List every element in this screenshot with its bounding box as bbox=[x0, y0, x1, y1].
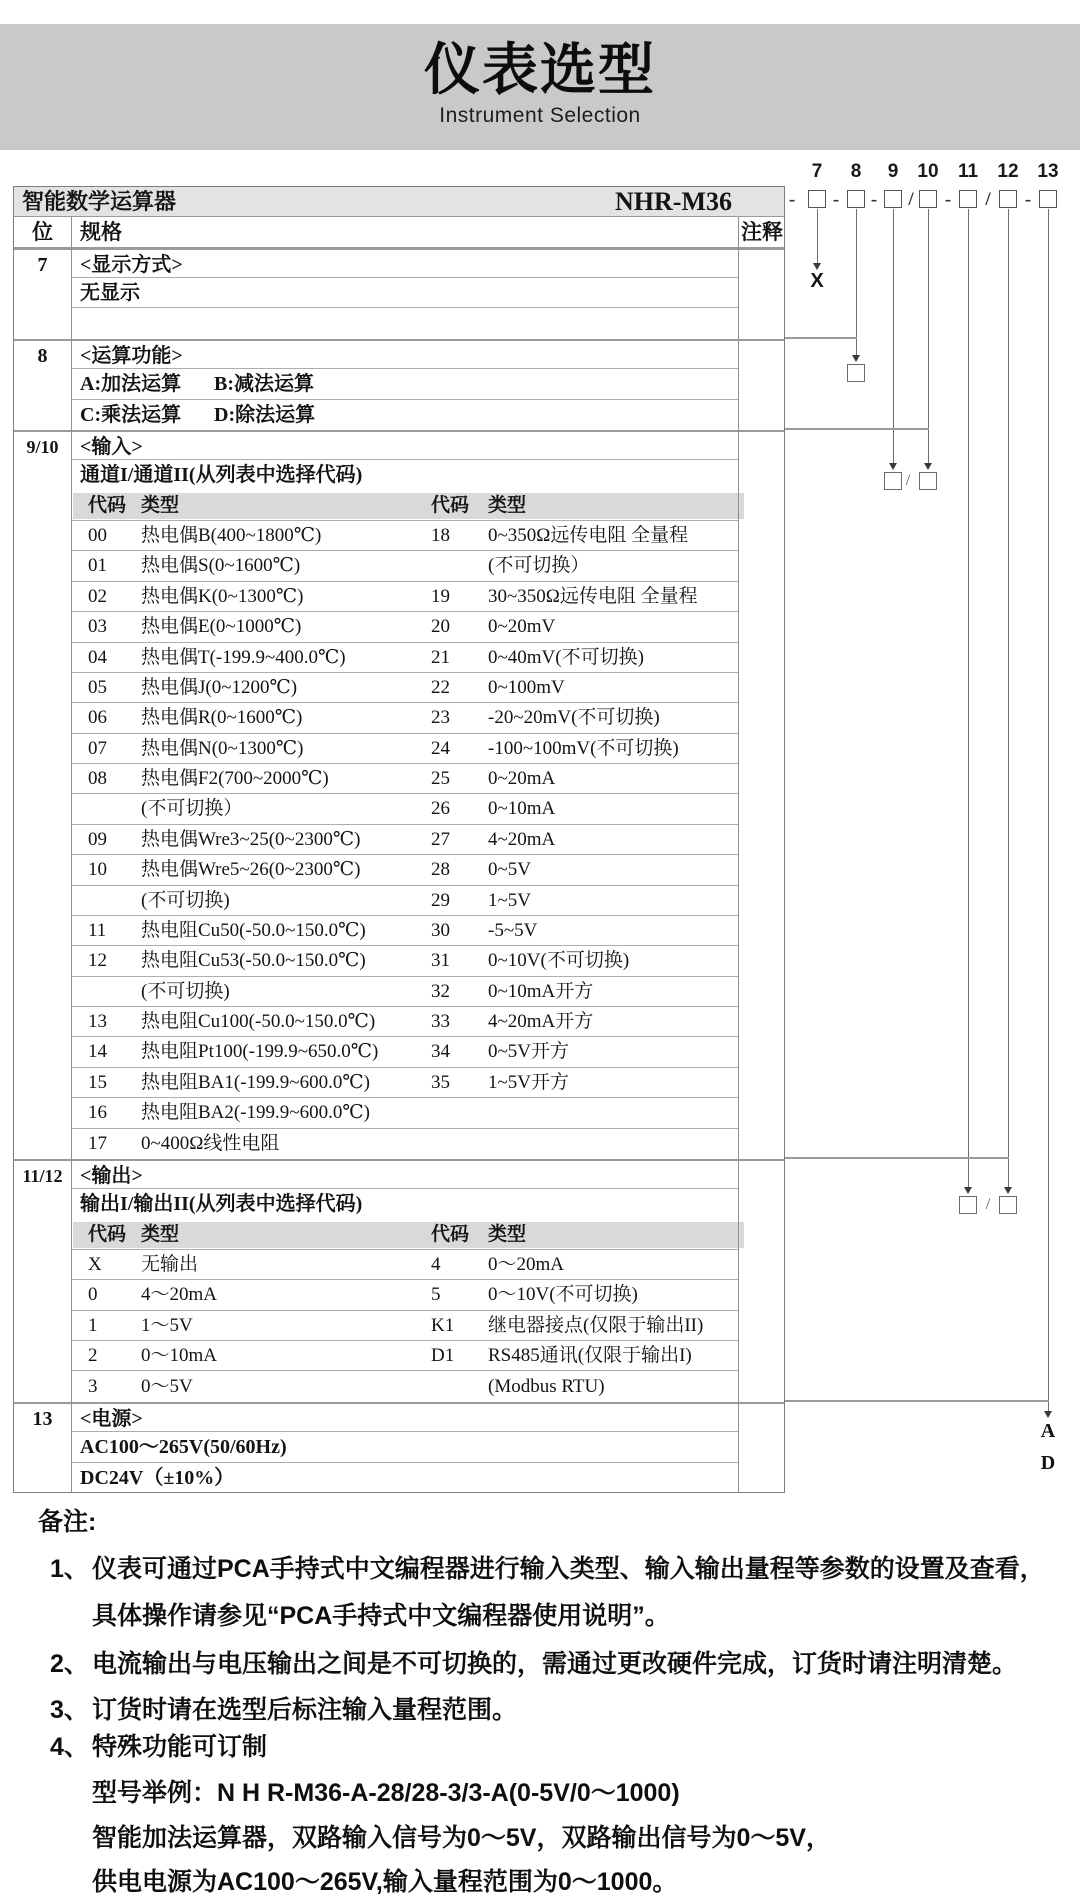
table-cell: 26 bbox=[431, 798, 450, 820]
table-cell: (不可切换） bbox=[488, 555, 590, 577]
table-cell: 35 bbox=[431, 1071, 450, 1093]
table-cell: 类型 bbox=[141, 494, 180, 516]
column-header-pos: 位 bbox=[32, 220, 53, 245]
table-cell: 18 bbox=[431, 525, 450, 547]
table-cell: 5 bbox=[431, 1284, 441, 1306]
table-cell: (不可切换） bbox=[141, 798, 243, 820]
table-cell: 无输出 bbox=[141, 1254, 199, 1276]
table-cell: 08 bbox=[88, 768, 107, 790]
table-cell: 输出I/输出II(从列表中选择代码) bbox=[80, 1193, 363, 1216]
table-cell: 32 bbox=[431, 980, 450, 1002]
digit-label: 11 bbox=[957, 161, 979, 182]
table-cell: 0~350Ω远传电阻 全量程 bbox=[488, 525, 689, 547]
digit-label: 9 bbox=[887, 161, 899, 182]
table-cell: RS485通讯(仅限于输出I) bbox=[488, 1345, 692, 1367]
table-cell: 1~5V开方 bbox=[488, 1071, 570, 1093]
table-cell: 热电偶R(0~1600℃) bbox=[141, 707, 303, 729]
table-cell: AC100～265V(50/60Hz) bbox=[80, 1436, 287, 1459]
table-cell: 热电阻BA1(-199.9~600.0℃) bbox=[141, 1071, 370, 1093]
table-cell: 热电偶E(0~1000℃) bbox=[141, 616, 302, 638]
table-cell: -5~5V bbox=[488, 919, 538, 941]
table-cell: 4~20mA bbox=[488, 828, 556, 850]
power-code-value: A bbox=[1040, 1420, 1056, 1442]
note-item-number: 3、 bbox=[50, 1696, 89, 1724]
table-cell: 0~100mV bbox=[488, 676, 565, 698]
notes-label: 备注: bbox=[38, 1508, 97, 1536]
power-code-value: D bbox=[1040, 1452, 1056, 1474]
table-cell: 0~5V开方 bbox=[488, 1041, 570, 1063]
table-cell: B:减法运算 bbox=[214, 373, 314, 396]
display-code-value: X bbox=[810, 270, 824, 292]
position-number-label: 13 bbox=[32, 1407, 53, 1430]
column-header-note: 注释 bbox=[741, 220, 783, 245]
table-cell: 17 bbox=[88, 1132, 107, 1154]
position-number-label: 9/10 bbox=[26, 436, 59, 457]
table-cell: DC24V（±10%） bbox=[80, 1466, 235, 1489]
note-item-number: 1、 bbox=[50, 1555, 89, 1583]
position-number-label: 11/12 bbox=[22, 1165, 63, 1186]
table-cell: 16 bbox=[88, 1102, 107, 1124]
note-item-text: 型号举例：N H R-M36-A-28/28-3/3-A(0-5V/0～1000) bbox=[92, 1779, 680, 1807]
table-cell: 29 bbox=[431, 889, 450, 911]
table-cell: 热电阻Cu50(-50.0~150.0℃) bbox=[141, 919, 366, 941]
table-cell: 30 bbox=[431, 919, 450, 941]
table-cell: D1 bbox=[431, 1345, 455, 1367]
table-cell: 33 bbox=[431, 1011, 450, 1033]
page-subtitle: Instrument Selection bbox=[439, 104, 641, 127]
table-cell: 类型 bbox=[488, 1223, 527, 1245]
code-separator: - bbox=[832, 189, 840, 210]
table-cell: 0~20mV bbox=[488, 616, 556, 638]
table-cell: 类型 bbox=[488, 494, 527, 516]
table-cell: 0～20mA bbox=[488, 1254, 565, 1276]
code-separator: - bbox=[944, 189, 952, 210]
table-cell: 4 bbox=[431, 1254, 441, 1276]
table-cell: 4~20mA开方 bbox=[488, 1011, 594, 1033]
table-cell: 热电偶K(0~1300℃) bbox=[141, 585, 304, 607]
table-cell: 热电偶Wre5~26(0~2300℃) bbox=[141, 859, 361, 881]
note-item-text: 供电电源为AC100～265V,输入量程范围为0～1000。 bbox=[92, 1868, 678, 1896]
digit-label: 13 bbox=[1037, 161, 1059, 182]
table-cell: 25 bbox=[431, 768, 450, 790]
digit-label: 7 bbox=[811, 161, 823, 182]
table-cell: 热电偶B(400~1800℃) bbox=[141, 525, 322, 547]
table-cell: 热电阻BA2(-199.9~600.0℃) bbox=[141, 1102, 370, 1124]
table-cell: 01 bbox=[88, 555, 107, 577]
table-cell: 0～5V bbox=[141, 1375, 193, 1397]
note-item-text: 订货时请在选型后标注输入量程范围。 bbox=[92, 1696, 518, 1724]
note-item-text: 仪表可通过PCA手持式中文编程器进行输入类型、输入输出量程等参数的设置及查看， bbox=[92, 1555, 1045, 1583]
table-cell: 继电器接点(仅限于输出II) bbox=[488, 1314, 704, 1336]
position-number-label: 8 bbox=[37, 344, 48, 367]
table-cell: 4～20mA bbox=[141, 1284, 218, 1306]
table-cell: 13 bbox=[88, 1011, 107, 1033]
table-cell: 热电阻Pt100(-199.9~650.0℃) bbox=[141, 1041, 379, 1063]
table-cell: <运算功能> bbox=[80, 344, 183, 367]
table-cell: 代码 bbox=[88, 1223, 127, 1245]
digit-label: 10 bbox=[917, 161, 939, 182]
table-cell: C:乘法运算 bbox=[80, 403, 182, 426]
table-cell: 热电阻Cu100(-50.0~150.0℃) bbox=[141, 1011, 376, 1033]
table-cell: 07 bbox=[88, 737, 107, 759]
note-item-text: 电流输出与电压输出之间是不可切换的，需通过更改硬件完成，订货时请注明清楚。 bbox=[92, 1650, 1018, 1678]
table-cell: 03 bbox=[88, 616, 107, 638]
table-cell: 0～10V(不可切换) bbox=[488, 1284, 638, 1306]
table-cell: 21 bbox=[431, 646, 450, 668]
table-cell: 类型 bbox=[141, 1223, 180, 1245]
table-cell: 0~10mA bbox=[488, 798, 556, 820]
note-item-text: 智能加法运算器，双路输入信号为0～5V，双路输出信号为0～5V， bbox=[92, 1824, 831, 1852]
column-header-spec: 规格 bbox=[80, 220, 122, 245]
table-cell: (Modbus RTU) bbox=[488, 1375, 605, 1397]
table-cell: 27 bbox=[431, 828, 450, 850]
table-cell: 22 bbox=[431, 676, 450, 698]
table-cell: 04 bbox=[88, 646, 107, 668]
table-cell: 0~10V(不可切换) bbox=[488, 950, 630, 972]
code-separator: - bbox=[870, 189, 878, 210]
table-cell: 14 bbox=[88, 1041, 107, 1063]
table-cell: 热电偶J(0~1200℃) bbox=[141, 676, 298, 698]
table-cell: <电源> bbox=[80, 1407, 143, 1430]
table-cell: 热电偶N(0~1300℃) bbox=[141, 737, 304, 759]
table-cell: 00 bbox=[88, 525, 107, 547]
code-pair-slash: / bbox=[985, 1196, 991, 1213]
table-cell: A:加法运算 bbox=[80, 373, 182, 396]
product-name: 智能数学运算器 bbox=[22, 189, 177, 214]
table-cell: 代码 bbox=[88, 494, 127, 516]
table-cell: -20~20mV(不可切换) bbox=[488, 707, 660, 729]
table-cell: 2 bbox=[88, 1345, 98, 1367]
table-cell: 热电偶S(0~1600℃) bbox=[141, 555, 301, 577]
table-cell: 0～10mA bbox=[141, 1345, 218, 1367]
table-cell: 06 bbox=[88, 707, 107, 729]
table-cell: <输出> bbox=[80, 1164, 143, 1187]
code-pair-slash: / bbox=[905, 472, 911, 489]
table-cell: 19 bbox=[431, 585, 450, 607]
code-separator: / bbox=[908, 189, 914, 210]
table-cell: 通道I/通道II(从列表中选择代码) bbox=[80, 464, 363, 487]
note-item-text: 具体操作请参见“PCA手持式中文编程器使用说明”。 bbox=[92, 1602, 670, 1630]
table-cell: -100~100mV(不可切换) bbox=[488, 737, 679, 759]
table-cell: 11 bbox=[88, 919, 107, 941]
table-cell: 09 bbox=[88, 828, 107, 850]
table-cell: 无显示 bbox=[80, 282, 140, 305]
table-cell: (不可切换) bbox=[141, 889, 230, 911]
table-cell: <输入> bbox=[80, 435, 143, 458]
table-cell: 0~20mA bbox=[488, 768, 556, 790]
table-cell: 热电偶T(-199.9~400.0℃) bbox=[141, 646, 346, 668]
code-separator: - bbox=[1024, 189, 1032, 210]
digit-label: 12 bbox=[997, 161, 1019, 182]
table-cell: 3 bbox=[88, 1375, 98, 1397]
table-cell: (不可切换) bbox=[141, 980, 230, 1002]
table-cell: X bbox=[88, 1254, 102, 1276]
table-cell: 05 bbox=[88, 676, 107, 698]
table-cell: 15 bbox=[88, 1071, 107, 1093]
page-title: 仪表选型 bbox=[424, 38, 656, 101]
digit-label: 8 bbox=[850, 161, 862, 182]
product-model: NHR-M36 bbox=[615, 187, 732, 216]
table-cell: 20 bbox=[431, 616, 450, 638]
table-cell: 1~5V bbox=[488, 889, 532, 911]
table-cell: K1 bbox=[431, 1314, 455, 1336]
code-separator: - bbox=[788, 189, 796, 210]
table-cell: 02 bbox=[88, 585, 107, 607]
table-cell: 30~350Ω远传电阻 全量程 bbox=[488, 585, 698, 607]
table-cell: D:除法运算 bbox=[214, 403, 316, 426]
table-cell: 热电偶F2(700~2000℃) bbox=[141, 768, 329, 790]
table-cell: 0~10mA开方 bbox=[488, 980, 594, 1002]
table-cell: 10 bbox=[88, 859, 107, 881]
table-cell: 0 bbox=[88, 1284, 98, 1306]
table-cell: 0~40mV(不可切换) bbox=[488, 646, 644, 668]
table-cell: 0~400Ω线性电阻 bbox=[141, 1132, 280, 1154]
table-cell: 1 bbox=[88, 1314, 98, 1336]
table-cell: 代码 bbox=[431, 1223, 470, 1245]
table-cell: 热电阻Cu53(-50.0~150.0℃) bbox=[141, 950, 366, 972]
table-cell: 34 bbox=[431, 1041, 450, 1063]
note-item-number: 2、 bbox=[50, 1650, 89, 1678]
table-cell: <显示方式> bbox=[80, 253, 183, 276]
table-cell: 23 bbox=[431, 707, 450, 729]
table-cell: 1～5V bbox=[141, 1314, 193, 1336]
position-number-label: 7 bbox=[37, 253, 48, 276]
table-cell: 12 bbox=[88, 950, 107, 972]
note-item-number: 4、 bbox=[50, 1733, 89, 1761]
table-cell: 0~5V bbox=[488, 859, 532, 881]
code-separator: / bbox=[985, 189, 991, 210]
table-cell: 24 bbox=[431, 737, 450, 759]
table-cell: 代码 bbox=[431, 494, 470, 516]
table-cell: 28 bbox=[431, 859, 450, 881]
table-cell: 热电偶Wre3~25(0~2300℃) bbox=[141, 828, 361, 850]
table-cell: 31 bbox=[431, 950, 450, 972]
note-item-text: 特殊功能可订制 bbox=[92, 1733, 268, 1761]
